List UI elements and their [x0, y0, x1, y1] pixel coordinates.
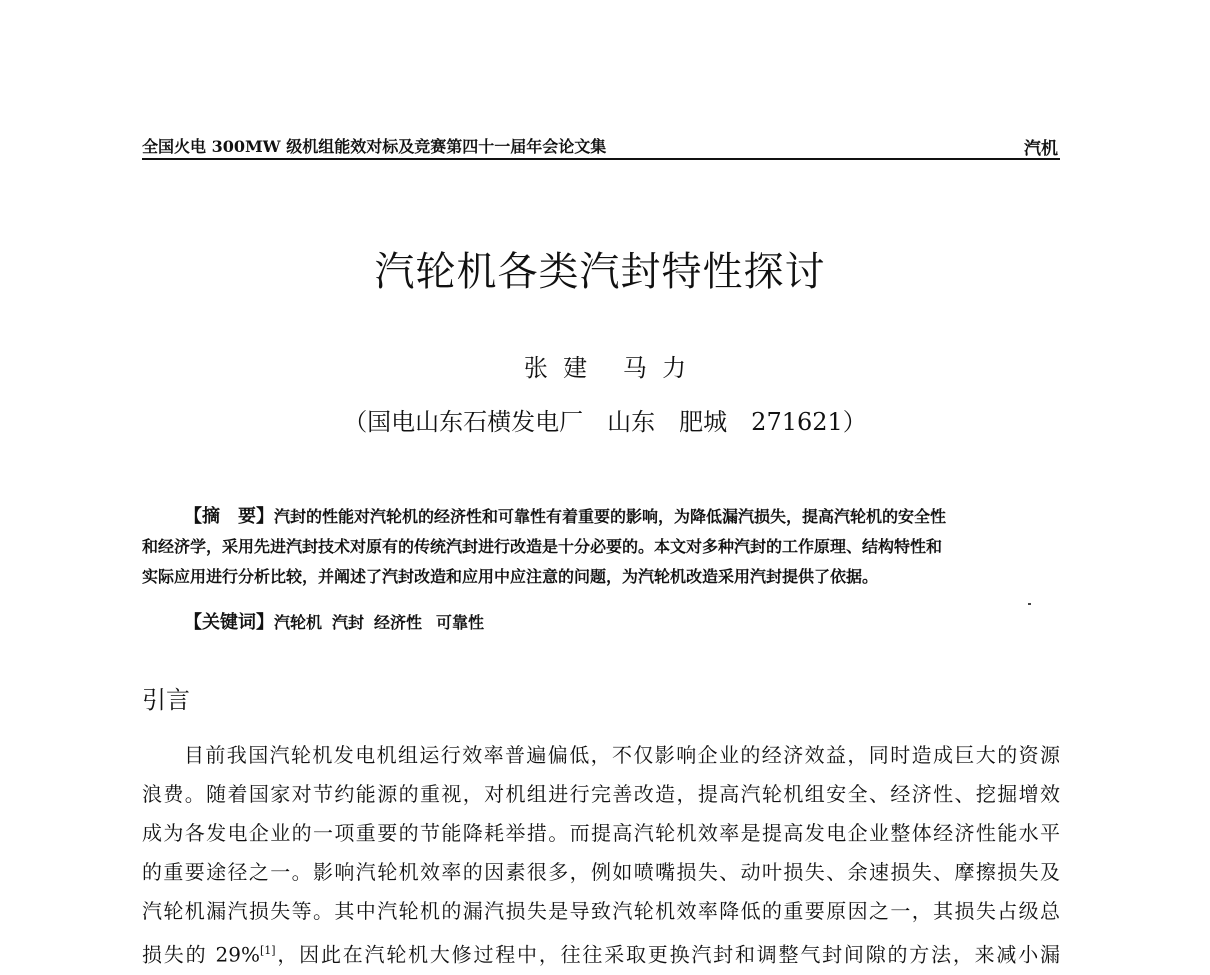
citation-ref: [1] [259, 944, 276, 957]
section-heading: 引言 [142, 686, 190, 714]
paper-title: 汽轮机各类汽封特性探讨 [374, 249, 826, 295]
keyword: 汽轮机 [274, 613, 323, 632]
author-affiliation: （国电山东石横发电厂 山东 肥城 271621） [343, 408, 867, 436]
keyword: 经济性 [374, 613, 423, 632]
abstract-line: 【摘 要】汽封的性能对汽轮机的经济性和可靠性有着重要的影响，为降低漏汽损失，提高汽轮机的安全性 [184, 506, 947, 527]
author-name: 马 力 [622, 354, 687, 382]
proceedings-title: 全国火电 300MW 级机组能效对标及竞赛第四十一届年会论文集 [142, 137, 607, 156]
keywords [184, 608, 494, 634]
abstract-line: 和经济学，采用先进汽封技术对原有的传统汽封进行改造是十分必要的。本文对多种汽封的工作原理、结构特性和 [142, 537, 943, 556]
body-paragraph [142, 736, 1060, 975]
abstract [142, 502, 1060, 592]
scan-speck [1028, 603, 1031, 605]
author-list [0, 348, 1210, 383]
section-label: 汽机 [1024, 139, 1058, 159]
body-line: 损失的 29%[1]，因此在汽轮机大修过程中，往往采取更换汽封和调整气封间隙的方法，来减小漏 [142, 942, 1061, 967]
abstract-line: 实际应用进行分析比较，并阐述了汽封改造和应用中应注意的问题，为汽轮机改造采用汽封提供了依据。 [142, 567, 879, 586]
body-line: 成为各发电企业的一项重要的节能降耗举措。而提高汽轮机效率是提高发电企业整体经济性能水平 [142, 821, 1060, 845]
body-line: 浪费。随着国家对节约能源的重视，对机组进行完善改造，提高汽轮机组安全、经济性、挖掘增效 [142, 782, 1060, 806]
body-line: 汽轮机漏汽损失等。其中汽轮机的漏汽损失是导致汽轮机效率降低的重要原因之一，其损失占级总 [142, 899, 1060, 923]
abstract-label: 【摘 要】 [184, 506, 274, 527]
running-header [142, 134, 1060, 160]
keyword: 汽封 [332, 613, 365, 632]
body-line: 的重要途径之一。影响汽轮机效率的因素很多，例如喷嘴损失、动叶损失、余速损失、摩擦损失及 [142, 860, 1060, 884]
author-name: 张 建 [523, 354, 588, 382]
keyword: 可靠性 [436, 613, 485, 632]
keywords-label: 【关键词】 [184, 612, 274, 633]
body-line: 目前我国汽轮机发电机组运行效率普遍偏低，不仅影响企业的经济效益，同时造成巨大的资源 [184, 743, 1060, 767]
